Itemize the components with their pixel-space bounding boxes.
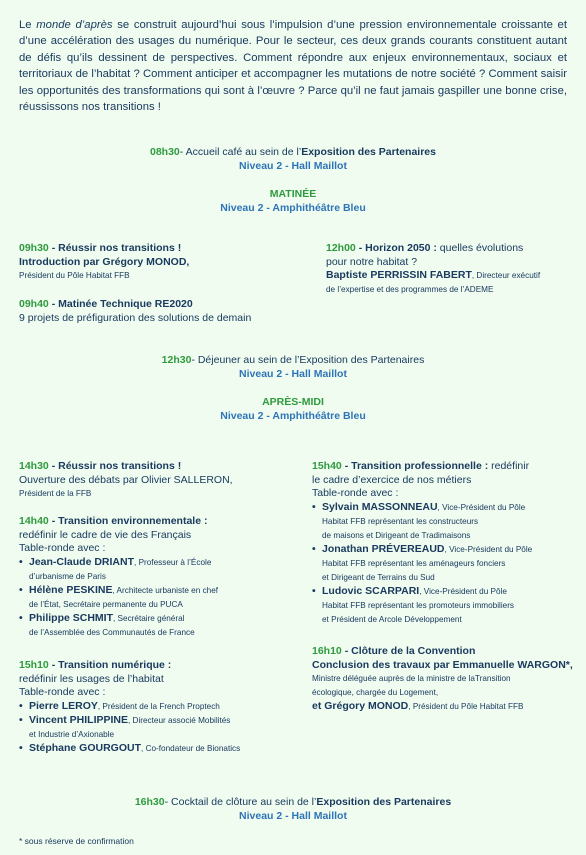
session-1610-speaker: et Grégory MONOD bbox=[312, 700, 409, 712]
session-1610 bbox=[312, 645, 573, 714]
session-1200-time: 12h00 bbox=[326, 242, 356, 254]
panelist-role-cont: d’urbanisme de Paris bbox=[29, 571, 106, 581]
session-1610-role: Ministre déléguée auprès de la ministre de laTransition bbox=[312, 674, 511, 683]
panelist-role: , Architecte urbaniste en chef bbox=[112, 585, 219, 595]
panelist-role-cont: Habitat FFB représentant les constructeurs bbox=[322, 516, 479, 526]
lunch-text: - Déjeuner au sein de l’Exposition des Partenaires bbox=[191, 354, 425, 366]
intro-paragraph bbox=[19, 17, 567, 115]
session-1540-panelist-1: • Sylvain MASSONNEAU, Vice-Président du Pôle bbox=[312, 500, 526, 513]
cocktail-time: 16h30 bbox=[134, 796, 165, 808]
panelist-role: , Secrétaire général bbox=[113, 613, 185, 623]
cocktail-place: Niveau 2 - Hall Maillot bbox=[239, 810, 347, 822]
lunch-line bbox=[0, 353, 586, 367]
session-1200-title: - Horizon 2050 : bbox=[355, 242, 437, 254]
session-0940-time: 09h40 bbox=[19, 298, 49, 310]
session-1200 bbox=[326, 242, 540, 297]
panelist-role: , Directeur associé Mobilités bbox=[128, 715, 231, 725]
panelist-role-cont: Habitat FFB représentant les aménageurs fonciers bbox=[322, 558, 506, 568]
session-0930-time: 09h30 bbox=[19, 242, 49, 254]
session-1430-title: - Réussir nos transitions ! bbox=[48, 460, 182, 472]
panelist-role: , Président de la French Proptech bbox=[97, 701, 220, 711]
panelist-role: , Professeur à l’École bbox=[134, 557, 212, 567]
panelist-name: Jonathan PRÉVEREAUD bbox=[322, 542, 445, 555]
afternoon-title: APRÈS-MIDI bbox=[262, 396, 324, 408]
session-1510 bbox=[19, 659, 240, 756]
session-1540-time: 15h40 bbox=[312, 460, 342, 472]
session-1440-time: 14h40 bbox=[19, 515, 49, 527]
session-1610-title: - Clôture de la Convention bbox=[341, 645, 476, 657]
session-1510-roundtable: Table-ronde avec : bbox=[19, 686, 106, 698]
session-0940 bbox=[19, 298, 251, 325]
cocktail-text: - Cocktail de clôture au sein de l’ bbox=[164, 796, 317, 808]
session-1430-opening: Ouverture des débats par Olivier SALLERON, bbox=[19, 473, 233, 486]
session-1430-role: Président de la FFB bbox=[19, 489, 92, 498]
session-1440-subtitle: redéfinir le cadre de vie des Français bbox=[19, 528, 192, 541]
panelist-role: , Vice-Président du Pôle bbox=[437, 502, 526, 512]
session-1610-speaker-role: , Président du Pôle Habitat FFB bbox=[408, 702, 524, 711]
session-1440 bbox=[19, 515, 218, 640]
session-1440-title: - Transition environnementale : bbox=[48, 515, 208, 527]
session-1610-role-cont: écologique, chargée du Logement, bbox=[312, 688, 439, 697]
session-1200-speaker: Baptiste PERRISSIN FABERT bbox=[326, 269, 472, 281]
session-0930-role: Président du Pôle Habitat FFB bbox=[19, 271, 130, 280]
panelist-role-cont: de maisons et Dirigeant de Tradimaisons bbox=[322, 530, 471, 540]
session-1200-title-rest: quelles évolutions bbox=[436, 242, 524, 254]
panelist-role: , Co-fondateur de Bionatics bbox=[141, 743, 241, 753]
panelist-role-cont: de l’Assemblée des Communautés de France bbox=[29, 627, 195, 637]
panelist-role-cont: et Président de Arcole Développement bbox=[322, 614, 462, 624]
panelist-role-cont: et Industrie d’Axionable bbox=[29, 729, 115, 739]
panelist-name: Philippe SCHMIT bbox=[29, 611, 113, 624]
session-1440-panelist-2: • Hélène PESKINE, Architecte urbaniste en chef bbox=[19, 583, 219, 596]
session-1540-panelist-2: • Jonathan PRÉVEREAUD, Vice-Président du Pôle bbox=[312, 542, 533, 555]
session-1610-conclusion: Conclusion des travaux par Emmanuelle WARGON*, bbox=[312, 658, 573, 671]
cocktail-bold: Exposition des Partenaires bbox=[316, 796, 452, 808]
footnote: * sous réserve de confirmation bbox=[19, 836, 134, 846]
session-0930 bbox=[19, 242, 189, 283]
welcome-text: - Accueil café au sein de l’ bbox=[179, 146, 302, 158]
afternoon-place: Niveau 2 - Amphithéâtre Bleu bbox=[220, 410, 366, 422]
panelist-name: Stéphane GOURGOUT bbox=[29, 741, 142, 754]
cocktail-line bbox=[0, 795, 586, 809]
panelist-role-cont: de l’État, Secrétaire permanente du PUCA bbox=[29, 599, 183, 609]
session-1440-panelist-1: • Jean-Claude DRIANT, Professeur à l’École bbox=[19, 555, 212, 568]
panelist-name: Jean-Claude DRIANT bbox=[29, 555, 135, 568]
panelist-role: , Vice-Président du Pôle bbox=[444, 544, 533, 554]
session-1440-roundtable: Table-ronde avec : bbox=[19, 542, 106, 554]
session-1510-panelist-2: • Vincent PHILIPPINE, Directeur associé Mobilités bbox=[19, 713, 231, 726]
panelist-name: Ludovic SCARPARI bbox=[322, 584, 420, 597]
session-1510-subtitle: redéfinir les usages de l’habitat bbox=[19, 672, 164, 685]
session-0930-intro: Introduction par Grégory MONOD, bbox=[19, 255, 190, 268]
session-1200-role2: de l’expertise et des programmes de l’ADEME bbox=[326, 285, 494, 294]
session-1510-panelist-1: • Pierre LEROY, Président de la French Proptech bbox=[19, 699, 220, 712]
welcome-time: 08h30 bbox=[150, 146, 180, 158]
welcome-place: Niveau 2 - Hall Maillot bbox=[239, 160, 347, 172]
welcome-line bbox=[0, 145, 586, 159]
session-0940-description: 9 projets de préfiguration des solutions de demain bbox=[19, 311, 252, 324]
welcome-bold: Exposition des Partenaires bbox=[301, 146, 436, 158]
session-1440-panelist-3: • Philippe SCHMIT, Secrétaire général bbox=[19, 611, 185, 624]
session-1510-title: - Transition numérique : bbox=[48, 659, 172, 671]
session-1200-role: , Directeur exécutif bbox=[471, 271, 541, 280]
session-0940-title: - Matinée Technique RE2020 bbox=[48, 298, 193, 310]
panelist-name: Vincent PHILIPPINE bbox=[29, 713, 128, 726]
panelist-role-cont: Habitat FFB représentant les promoteurs immobiliers bbox=[322, 600, 515, 610]
session-1540-title-rest: redéfinir bbox=[488, 460, 530, 472]
panelist-name: Hélène PESKINE bbox=[29, 583, 113, 596]
intro-text-rest: se construit aujourd’hui sous l’impulsion d’une pression environnementale croissante et d’une accélération des usages du numérique. Pour le secteur, ces deux grands courants constituent autant de défis qu’ils dessinent de perspectives. Comment répondre aux enjeux environnementaux, sociaux et territoriaux de l’habitat ? Comment anticiper et accompagner les mutations de notre société ? Comment saisir les opportunités des transformations qui sont à l’œuvre ? Parce qu’il ne faut jamais gaspiller une bonne crise, réussissons nos transitions ! bbox=[19, 19, 567, 114]
session-1540 bbox=[312, 460, 532, 627]
panelist-name: Sylvain MASSONNEAU bbox=[322, 500, 438, 513]
session-1510-panelist-3: • Stéphane GOURGOUT, Co-fondateur de Bionatics bbox=[19, 741, 241, 754]
session-1510-time: 15h10 bbox=[19, 659, 49, 671]
morning-title: MATINÉE bbox=[269, 188, 317, 200]
session-0930-title: - Réussir nos transitions ! bbox=[48, 242, 182, 254]
session-1540-roundtable: Table-ronde avec : bbox=[312, 487, 399, 499]
panelist-role: , Vice-Président du Pôle bbox=[419, 586, 507, 596]
lunch-place: Niveau 2 - Hall Maillot bbox=[239, 368, 347, 380]
session-1540-panelist-3: • Ludovic SCARPARI, Vice-Président du Pôle bbox=[312, 584, 507, 597]
session-1610-time: 16h10 bbox=[312, 645, 342, 657]
session-1540-title: - Transition professionnelle : bbox=[341, 460, 489, 472]
lunch-time: 12h30 bbox=[161, 354, 192, 366]
session-1430-time: 14h30 bbox=[19, 460, 49, 472]
intro-emphasis: monde d’après bbox=[36, 19, 113, 31]
intro-text: Le bbox=[19, 19, 37, 31]
panelist-name: Pierre LEROY bbox=[29, 699, 98, 712]
morning-place: Niveau 2 - Amphithéâtre Bleu bbox=[220, 202, 366, 214]
panelist-role-cont: et Dirigeant de Terrains du Sud bbox=[322, 572, 435, 582]
session-1200-subtitle: pour notre habitat ? bbox=[326, 255, 418, 268]
session-1430 bbox=[19, 460, 233, 501]
session-1540-subtitle: le cadre d’exercice de nos métiers bbox=[312, 473, 472, 486]
